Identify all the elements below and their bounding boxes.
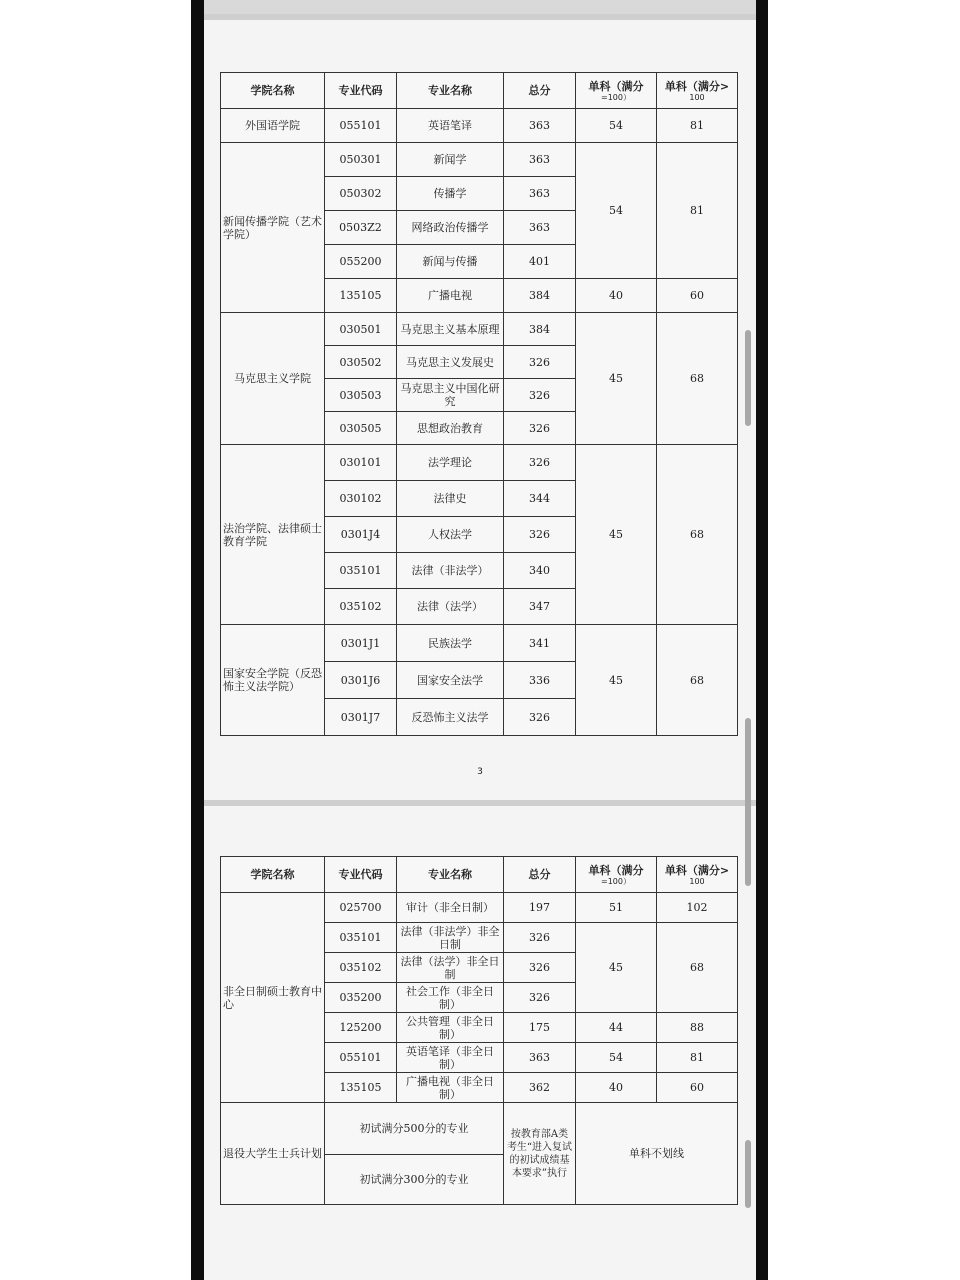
single-le-cell: 40 — [576, 1073, 657, 1103]
score-table-page-3 — [220, 72, 738, 736]
total-cell: 175 — [504, 1013, 576, 1043]
code-cell: 055101 — [325, 109, 397, 143]
single-gt-cell: 81 — [657, 109, 738, 143]
veteran-type-cell: 初试满分300分的专业 — [325, 1155, 504, 1205]
total-note-cell: 按教育部A类考生“进入复试的初试成绩基本要求”执行 — [504, 1103, 576, 1205]
code-cell: 025700 — [325, 893, 397, 923]
total-cell: 344 — [504, 481, 576, 517]
single-le-cell: 44 — [576, 1013, 657, 1043]
major-cell: 马克思主义中国化研究 — [397, 379, 504, 412]
single-gt-cell: 88 — [657, 1013, 738, 1043]
single-gt-cell: 68 — [657, 923, 738, 1013]
single-le-cell: 51 — [576, 893, 657, 923]
major-cell: 网络政治传播学 — [397, 211, 504, 245]
total-cell: 363 — [504, 109, 576, 143]
major-cell: 法律（非法学）非全日制 — [397, 923, 504, 953]
total-cell: 362 — [504, 1073, 576, 1103]
code-cell: 0301J7 — [325, 699, 397, 736]
total-cell: 363 — [504, 143, 576, 177]
table-header-row — [221, 73, 738, 109]
total-cell: 326 — [504, 445, 576, 481]
single-gt-cell: 68 — [657, 625, 738, 736]
major-cell: 社会工作（非全日制） — [397, 983, 504, 1013]
total-cell: 326 — [504, 517, 576, 553]
college-cell: 新闻传播学院（艺术学院） — [221, 143, 325, 313]
code-cell: 030502 — [325, 346, 397, 379]
single-le-cell: 45 — [576, 625, 657, 736]
header-college: 学院名称 — [221, 857, 325, 893]
code-cell: 050302 — [325, 177, 397, 211]
single-le-cell: 45 — [576, 445, 657, 625]
total-cell: 340 — [504, 553, 576, 589]
code-cell: 0301J1 — [325, 625, 397, 662]
code-cell: 035102 — [325, 953, 397, 983]
single-le-cell: 54 — [576, 1043, 657, 1073]
header-code: 专业代码 — [325, 73, 397, 109]
major-cell: 法学理论 — [397, 445, 504, 481]
major-cell: 法律（法学）非全日制 — [397, 953, 504, 983]
scrollbar-thumb[interactable] — [745, 330, 751, 426]
single-le-cell: 40 — [576, 279, 657, 313]
header-major: 专业名称 — [397, 857, 504, 893]
table-row — [221, 313, 738, 346]
scrollbar-thumb[interactable] — [745, 718, 751, 886]
table-row — [221, 143, 738, 177]
major-cell: 反恐怖主义法学 — [397, 699, 504, 736]
code-cell: 035200 — [325, 983, 397, 1013]
single-le-cell: 45 — [576, 313, 657, 445]
total-cell: 326 — [504, 346, 576, 379]
major-cell: 广播电视（非全日制） — [397, 1073, 504, 1103]
total-cell: 384 — [504, 313, 576, 346]
header-total: 总分 — [504, 73, 576, 109]
header-college: 学院名称 — [221, 73, 325, 109]
total-cell: 326 — [504, 699, 576, 736]
header-single-le: 单科（满分 =100） — [576, 857, 657, 893]
single-gt-cell: 60 — [657, 1073, 738, 1103]
document-page-3 — [204, 20, 756, 800]
right-frame-border — [756, 0, 768, 1280]
total-cell: 326 — [504, 379, 576, 412]
major-cell: 法律（非法学） — [397, 553, 504, 589]
major-cell: 英语笔译（非全日制） — [397, 1043, 504, 1073]
single-gt-cell: 102 — [657, 893, 738, 923]
header-total: 总分 — [504, 857, 576, 893]
major-cell: 新闻与传播 — [397, 245, 504, 279]
code-cell: 035102 — [325, 589, 397, 625]
table-row — [221, 893, 738, 923]
code-cell: 050301 — [325, 143, 397, 177]
table-row — [221, 109, 738, 143]
code-cell: 055200 — [325, 245, 397, 279]
total-cell: 363 — [504, 177, 576, 211]
major-cell: 广播电视 — [397, 279, 504, 313]
code-cell: 0503Z2 — [325, 211, 397, 245]
single-le-cell: 54 — [576, 109, 657, 143]
single-gt-cell: 60 — [657, 279, 738, 313]
header-single-gt: 单科（满分> 100 — [657, 73, 738, 109]
single-gt-cell: 68 — [657, 445, 738, 625]
total-cell: 197 — [504, 893, 576, 923]
major-cell: 审计（非全日制） — [397, 893, 504, 923]
table-row — [221, 625, 738, 662]
major-cell: 国家安全法学 — [397, 662, 504, 699]
header-code: 专业代码 — [325, 857, 397, 893]
major-cell: 英语笔译 — [397, 109, 504, 143]
table-row — [221, 1103, 738, 1155]
major-cell: 传播学 — [397, 177, 504, 211]
code-cell: 135105 — [325, 1073, 397, 1103]
table-header-row — [221, 857, 738, 893]
code-cell: 125200 — [325, 1013, 397, 1043]
total-cell: 326 — [504, 983, 576, 1013]
major-cell: 人权法学 — [397, 517, 504, 553]
document-page-4 — [204, 806, 756, 1280]
code-cell: 030503 — [325, 379, 397, 412]
code-cell: 030101 — [325, 445, 397, 481]
college-cell: 非全日制硕士教育中心 — [221, 893, 325, 1103]
major-cell: 马克思主义基本原理 — [397, 313, 504, 346]
header-single-le: 单科（满分 =100） — [576, 73, 657, 109]
total-cell: 401 — [504, 245, 576, 279]
single-le-cell: 54 — [576, 143, 657, 279]
code-cell: 030505 — [325, 412, 397, 445]
code-cell: 035101 — [325, 923, 397, 953]
document-viewer[interactable] — [204, 0, 756, 1280]
code-cell: 030102 — [325, 481, 397, 517]
single-gt-cell: 68 — [657, 313, 738, 445]
code-cell: 0301J4 — [325, 517, 397, 553]
left-frame-border — [191, 0, 204, 1280]
scrollbar-thumb[interactable] — [745, 1140, 751, 1208]
table-row — [221, 445, 738, 481]
page-number: 3 — [477, 767, 483, 777]
total-cell: 341 — [504, 625, 576, 662]
single-note-cell: 单科不划线 — [576, 1103, 738, 1205]
score-table-page-4 — [220, 856, 738, 1205]
total-cell: 363 — [504, 1043, 576, 1073]
college-cell: 国家安全学院（反恐怖主义法学院） — [221, 625, 325, 736]
total-cell: 336 — [504, 662, 576, 699]
major-cell: 民族法学 — [397, 625, 504, 662]
major-cell: 法律（法学） — [397, 589, 504, 625]
code-cell: 0301J6 — [325, 662, 397, 699]
veteran-type-cell: 初试满分500分的专业 — [325, 1103, 504, 1155]
college-cell: 马克思主义学院 — [221, 313, 325, 445]
total-cell: 326 — [504, 412, 576, 445]
total-cell: 363 — [504, 211, 576, 245]
single-gt-cell: 81 — [657, 1043, 738, 1073]
code-cell: 035101 — [325, 553, 397, 589]
major-cell: 马克思主义发展史 — [397, 346, 504, 379]
single-le-cell: 45 — [576, 923, 657, 1013]
total-cell: 326 — [504, 953, 576, 983]
code-cell: 135105 — [325, 279, 397, 313]
code-cell: 055101 — [325, 1043, 397, 1073]
major-cell: 公共管理（非全日制） — [397, 1013, 504, 1043]
code-cell: 030501 — [325, 313, 397, 346]
single-gt-cell: 81 — [657, 143, 738, 279]
college-cell: 退役大学生士兵计划 — [221, 1103, 325, 1205]
major-cell: 法律史 — [397, 481, 504, 517]
header-single-gt: 单科（满分> 100 — [657, 857, 738, 893]
college-cell: 外国语学院 — [221, 109, 325, 143]
major-cell: 新闻学 — [397, 143, 504, 177]
total-cell: 347 — [504, 589, 576, 625]
major-cell: 思想政治教育 — [397, 412, 504, 445]
total-cell: 326 — [504, 923, 576, 953]
header-major: 专业名称 — [397, 73, 504, 109]
college-cell: 法治学院、法律硕士教育学院 — [221, 445, 325, 625]
total-cell: 384 — [504, 279, 576, 313]
